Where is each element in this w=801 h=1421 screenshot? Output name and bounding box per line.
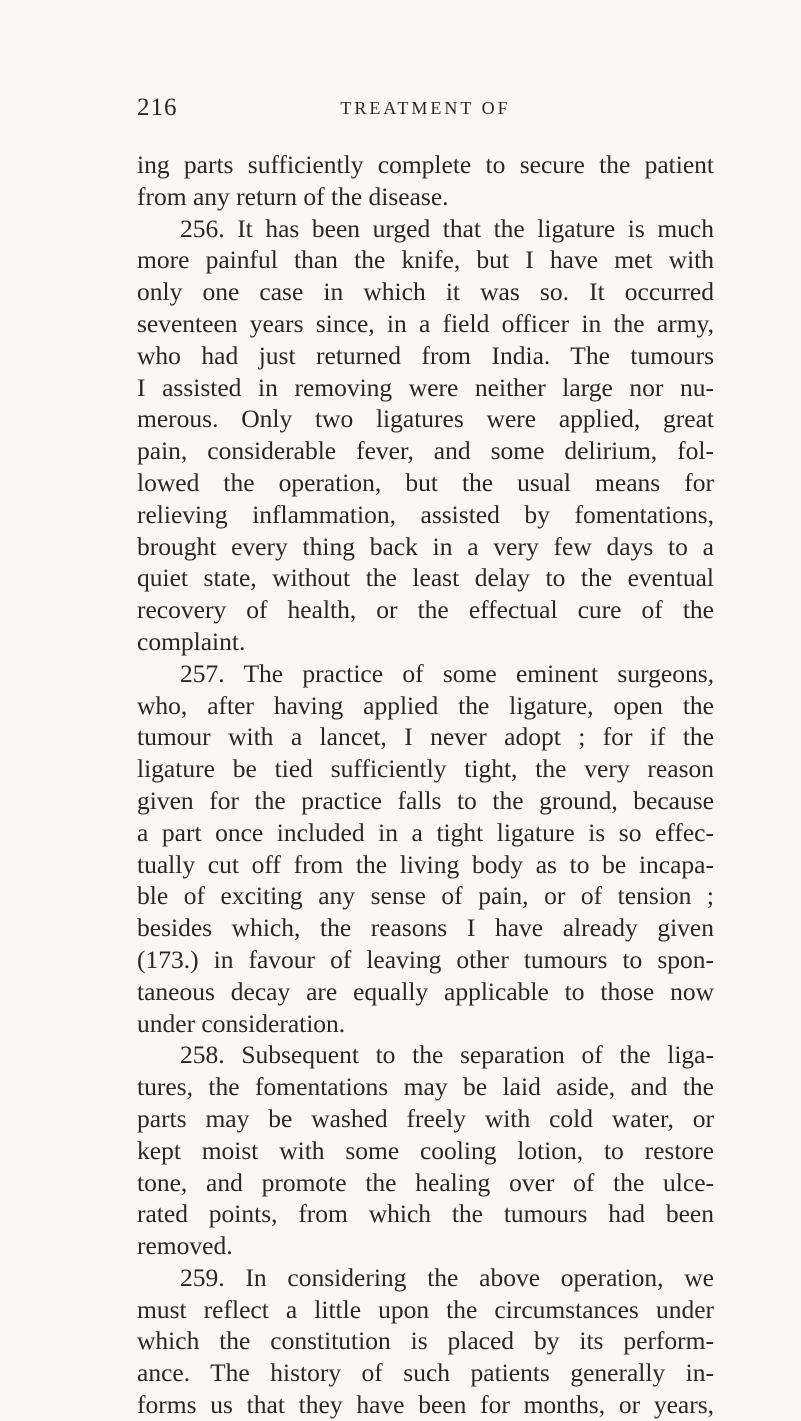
text-line: from any return of the disease. [137,181,449,211]
text-line: recovery of health, or the effectual cure of the [137,595,714,625]
text-line: seventeen years since, in a field officer in the army, [137,308,714,338]
text-line: taneous decay are equally applicable to those now [137,976,714,1006]
text-line: under consideration. [137,1008,346,1038]
text-line: tone, and promote the healing over of the ulce- [137,1167,714,1197]
text-line: who had just returned from India. The tumours [137,340,714,370]
text-line: lowed the operation, but the usual means for [137,467,714,497]
page-number: 216 [137,94,178,121]
text-line: must reflect a little upon the circumstances under [137,1294,714,1324]
text-line: pain, considerable fever, and some delirium, fol- [137,436,714,466]
text-line: 259. In considering the above operation, we [180,1262,714,1292]
text-line: rated points, from which the tumours had been [137,1199,714,1229]
text-line: ble of exciting any sense of pain, or of tension ; [137,881,714,911]
page-header [137,94,714,130]
text-line: ing parts sufficiently complete to secure the patient [137,150,714,179]
text-line: merous. Only two ligatures were applied, great [137,404,714,434]
text-line: ance. The history of such patients generally in- [137,1358,714,1388]
text-line: relieving inflammation, assisted by fomentations, [137,499,714,529]
text-line: brought every thing back in a very few days to a [137,531,714,561]
text-line: a part once included in a tight ligature is so effec- [137,817,714,847]
text-line: kept moist with some cooling lotion, to restore [137,1135,714,1165]
text-line: only one case in which it was so. It occurred [137,277,714,307]
text-line: complaint. [137,626,246,656]
text-line: given for the practice falls to the ground, because [137,785,714,815]
text-line: (173.) in favour of leaving other tumours to spon- [137,944,714,974]
text-line: parts may be washed freely with cold water, or [137,1103,714,1133]
text-line: 256. It has been urged that the ligature is much [180,213,714,243]
text-line: tumour with a lancet, I never adopt ; for if the [137,722,714,752]
text-line: 257. The practice of some eminent surgeons, [180,658,714,688]
running-head: TREATMENT OF [340,98,511,118]
text-line: ligature be tied sufficiently tight, the very reason [137,754,714,784]
text-line: forms us that they have been for months, or years, [137,1390,714,1420]
text-line: which the constitution is placed by its perform- [137,1326,714,1356]
text-line: removed. [137,1231,233,1261]
body-text [137,149,714,1421]
text-line: quiet state, without the least delay to the eventual [137,563,714,593]
text-line: who, after having applied the ligature, open the [137,690,714,720]
text-line: more painful than the knife, but I have met with [137,245,714,275]
text-line: I assisted in removing were neither large nor nu- [137,372,714,402]
text-line: tures, the fomentations may be laid aside, and the [137,1072,714,1102]
text-line: 258. Subsequent to the separation of the liga- [180,1040,714,1070]
text-line: besides which, the reasons I have already given [137,913,714,943]
text-line: tually cut off from the living body as to be incapa- [137,849,714,879]
